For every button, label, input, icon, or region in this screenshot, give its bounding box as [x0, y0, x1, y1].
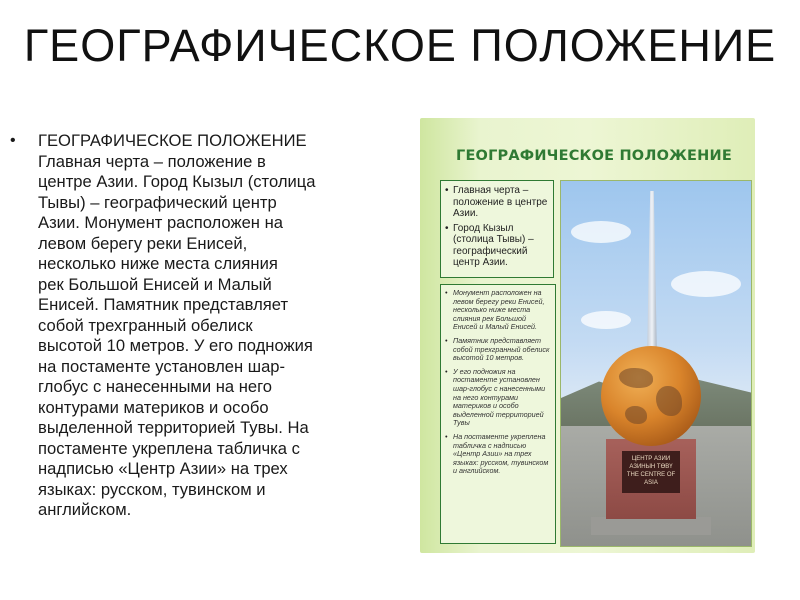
image-box2-item: • На постаменте укреплена табличка с надписью «Центр Азии» на трех языках: русском, тувинском и английском. — [453, 433, 551, 476]
image-box2-item: • У его подножия на постаменте установлен шар-глобус с нанесенными на него контурами материков и особо выделенной территорией Тувы — [453, 368, 551, 428]
image-title: ГЕОГРАФИЧЕСКОЕ ПОЛОЖЕНИЕ — [456, 148, 732, 164]
image-box1-item: • Главная черта – положение в центре Азии. — [453, 185, 549, 220]
cloud-shape — [571, 221, 631, 243]
pedestal — [606, 439, 696, 519]
bullet-paragraph — [8, 131, 413, 521]
image-box1-item: • Город Кызыл (столица Тывы) – географический центр Азии. — [453, 223, 549, 269]
monument-infographic-image — [420, 118, 755, 553]
globe-continent — [625, 406, 647, 424]
image-info-box-bottom — [440, 284, 556, 544]
bullet-icon: • — [10, 132, 16, 149]
cloud-shape — [581, 311, 631, 329]
bullet-text: ГЕОГРАФИЧЕСКОЕ ПОЛОЖЕНИЕ Главная черта – положение в центре Азии. Город Кызыл (столица Тывы) – географический центр Азии. Монумент расположен на левом берегу реки Енисей, несколько ниже места слияния рек Большой Енисей и Малый Енисей. Памятник представляет собой трехгранный обелиск высотой 10 метров. У его подножия на постаменте установлен шар- глобус с нанесенными на него контурами материков и особо выделенной территорией Тувы. На постаменте укреплена табличка с надписью «Центр Азии» на трех языках: русском, тувинском и английском. — [38, 131, 316, 519]
plaque-line: THE CENTRE OF ASIA — [626, 472, 676, 486]
image-info-box-top — [440, 180, 554, 278]
plaque-line: ЦЕНТР АЗИИ — [631, 456, 671, 462]
plaque-line: АЗИНЫН ТӨВҮ — [629, 464, 673, 470]
pedestal-base — [591, 517, 711, 535]
pedestal-plaque — [622, 451, 680, 493]
cloud-shape — [671, 271, 741, 297]
image-box2-item: • Памятник представляет собой трехгранный обелиск высотой 10 метров. — [453, 337, 551, 363]
globe-continent — [656, 386, 682, 416]
globe-continent — [619, 368, 653, 388]
image-box2-item: • Монумент расположен на левом берегу реки Енисей, несколько ниже места слияния рек Большой Енисей и Малый Енисей. — [453, 289, 551, 332]
monument-photo — [560, 180, 752, 547]
globe-sphere — [601, 346, 701, 446]
slide-title: ГЕОГРАФИЧЕСКОЕ ПОЛОЖЕНИЕ — [23, 20, 777, 71]
